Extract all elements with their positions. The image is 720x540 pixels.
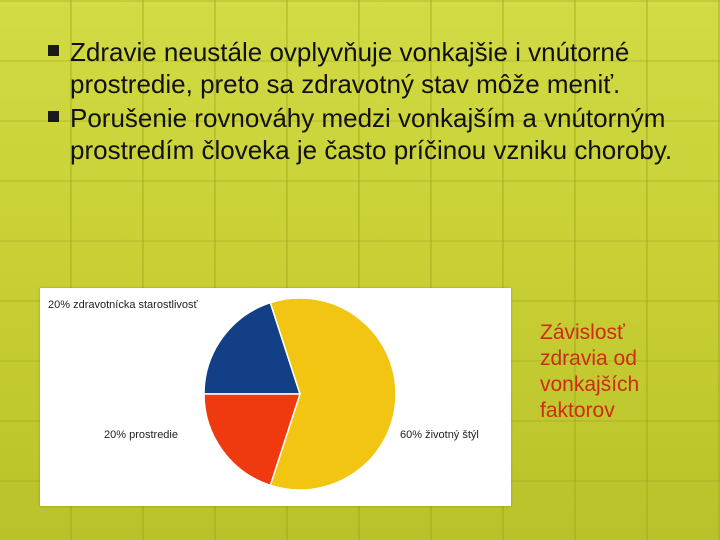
pie-chart xyxy=(40,288,511,506)
square-bullet-icon xyxy=(48,111,59,122)
bullet-list xyxy=(46,36,686,166)
slice-label: 60% životný štýl xyxy=(400,429,479,441)
square-bullet-icon xyxy=(48,45,59,56)
bullet-text: Porušenie rovnováhy medzi vonkajším a vnútorným prostredím človeka je často príčinou vzniku choroby. xyxy=(70,103,673,165)
bullet-item xyxy=(46,36,686,100)
slice-label: 20% prostredie xyxy=(104,429,178,441)
slice-label: 20% zdravotnícka starostlivosť xyxy=(48,299,198,311)
bullet-text: Zdravie neustále ovplyvňuje vonkajšie i vnútorné prostredie, preto sa zdravotný stav môže meniť. xyxy=(70,37,630,99)
pie-chart-panel xyxy=(40,288,511,506)
side-caption: Závislosť zdravia od vonkajších faktorov xyxy=(540,321,640,422)
bullet-item xyxy=(46,102,686,166)
